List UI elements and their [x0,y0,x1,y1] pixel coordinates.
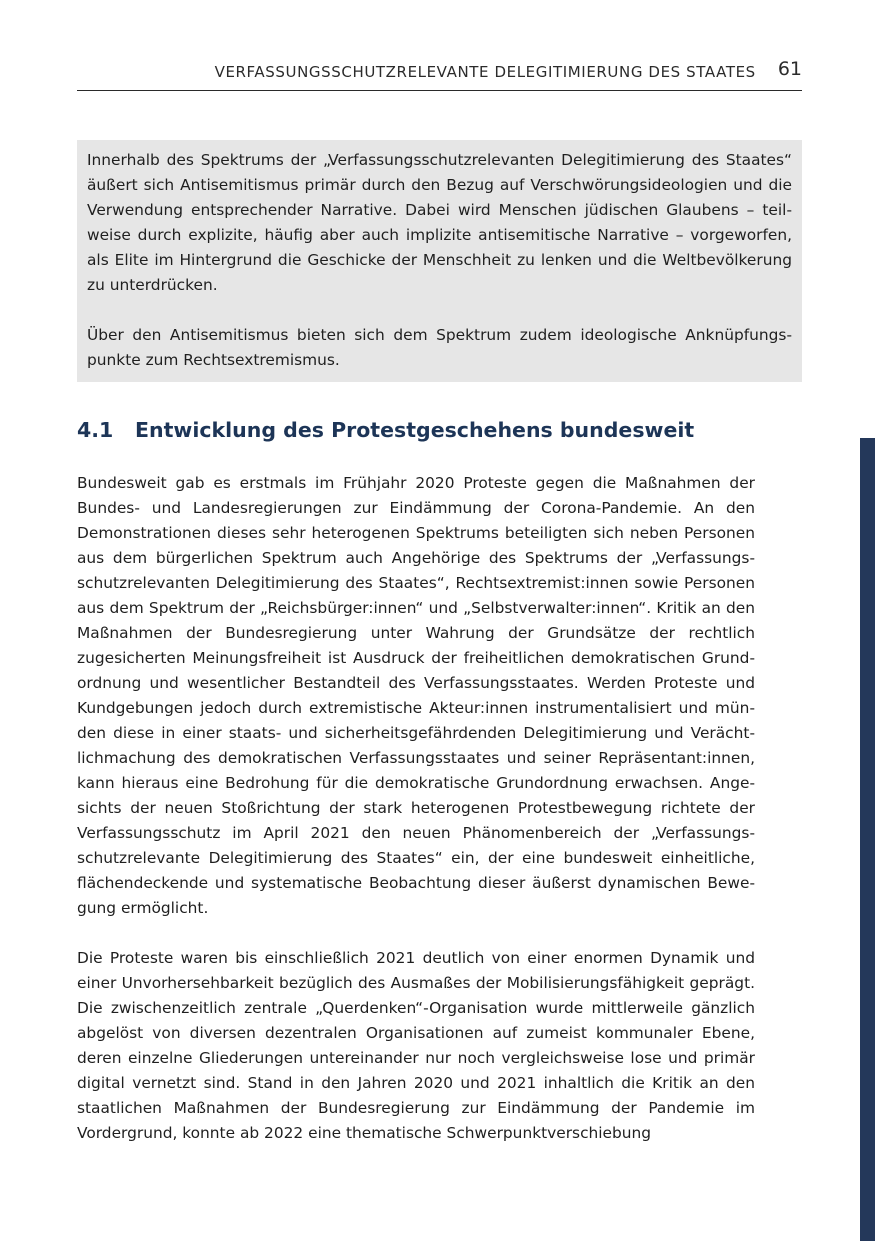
section-heading [77,418,777,442]
summary-paragraph: Über den Antisemitismus bieten sich dem Spektrum zudem ideologische Anknüpfungspunkte zum Rechtsextremismus. [87,326,792,369]
section-number: 4.1 [77,418,114,442]
chapter-side-tab [860,438,875,1241]
page-number: 61 [777,58,802,80]
running-header [77,56,802,91]
running-title: VERFASSUNGSSCHUTZRELEVANTE DELEGITIMIERUNG DES STAATES [214,63,756,81]
summary-box [77,140,802,382]
body-paragraph: Bundesweit gab es erstmals im Frühjahr 2020 Proteste gegen die Maßnahmen der Bundes- und Landesregierungen zur Eindämmung der Corona-Pandemie. An den Demonstrationen dieses sehr heterogenen Spektrums beteiligten sich neben Personen aus dem bürgerlichen Spektrum auch Angehörige des Spektrums der „Verfassungsschutzrelevanten Delegitimierung des Staates“, Rechtsextremist:innen sowie Personen aus dem Spektrum der „Reichsbürger:innen“ und „Selbstverwalter:innen“. Kritik an den Maßnahmen der Bundesregierung unter Wahrung der Grundsätze der rechtlich zugesicherten Meinungsfreiheit ist Ausdruck der freiheitlichen demokratischen Grundordnung und wesentlicher Bestandteil des Verfassungsstaates. Werden Proteste und Kundgebungen jedoch durch extremistische Akteur:innen instrumentalisiert und münden diese in einer staats- und sicherheitsgefährdenden Delegitimierung und Verächtlichmachung des demokratischen Verfassungsstaates und seiner Repräsentant:innen, kann hieraus eine Bedrohung für die demokratische Grundordnung erwachsen. Angesichts der neuen Stoßrichtung der stark heterogenen Protestbewegung richtete der Verfassungsschutz im April 2021 den neuen Phänomenbereich der „Verfassungsschutzrelevante Delegitimierung des Staates“ ein, der eine bundesweit einheitliche, flächendeckende und systematische Beobachtung dieser äußerst dynamischen Bewegung ermöglicht. [77,474,755,917]
body-text [77,471,755,1146]
summary-paragraph: Innerhalb des Spektrums der „Verfassungsschutzrelevanten Delegitimierung des Staates“ äußert sich Antisemitismus primär durch den Bezug auf Verschwörungsideologien und die Verwendung entsprechender Narrative. Dabei wird Menschen jüdischen Glaubens – teilweise durch explizite, häufig aber auch implizite antisemitische Narrative – vorgeworfen, als Elite im Hintergrund die Geschicke der Menschheit zu lenken und die Weltbevölkerung zu unterdrücken. [87,151,792,294]
section-title: Entwicklung des Protestgeschehens bundesweit [135,418,695,442]
body-paragraph: Die Proteste waren bis einschließlich 2021 deutlich von einer enormen Dynamik und einer Unvorhersehbarkeit bezüglich des Ausmaßes der Mobilisierungsfähigkeit geprägt. Die zwischenzeitlich zentrale „Querdenken“-Organisation wurde mittlerweile gänzlich abgelöst von diversen dezentralen Organisationen auf zumeist kommunaler Ebene, deren einzelne Gliederungen untereinander nur noch vergleichsweise lose und primär digital vernetzt sind. Stand in den Jahren 2020 und 2021 inhaltlich die Kritik an den staatlichen Maßnahmen der Bundesregierung zur Eindämmung der Pandemie im Vordergrund, konnte ab 2022 eine thematische Schwerpunktverschiebung [77,949,755,1142]
